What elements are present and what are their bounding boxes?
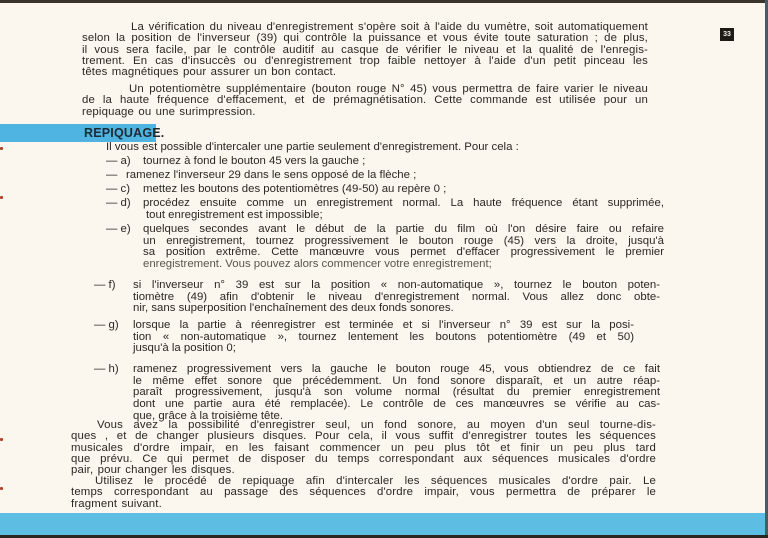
text-line: Il vous est possible d'intercaler une partie seulement d'enregistrement. Pour cela :: [106, 141, 519, 153]
section-lead: [106, 142, 606, 154]
text-line: musicales d'ordre impair, en les faisant commencer un peu plus tôt et finir un peu plus tard: [71, 441, 656, 454]
margin-mark: [0, 487, 3, 490]
intro-paragraph-2: [82, 84, 648, 118]
closing-paragraph-2: [71, 476, 656, 510]
text-line: Vous avez la possibilité d'enregistrer seul, un fond sonore, au moyen d'un seul tourne-dis-: [97, 419, 656, 431]
text-line: nir, sans superposition l'enchaînement des deux fonds sonores.: [133, 302, 454, 315]
text-line: repiquage ou une surimpression.: [82, 105, 256, 118]
text-line: mettez les boutons des potentiomètres (49-50) au repère 0 ;: [143, 183, 447, 195]
text-line: quelques secondes avant le début de la partie du film où l'on désire faire ou refaire: [143, 223, 664, 235]
text-line: ques , et de changer plusieurs disques. Pour cela, il vous suffit d'enregistrer toutes les séquences: [71, 430, 656, 443]
text-line: fragment suivant.: [71, 497, 162, 510]
text-line: têtes magnétiques pour assurer un bon contact.: [82, 66, 337, 79]
text-line: ramenez l'inverseur 29 dans le sens opposé de la flèche ;: [126, 169, 417, 181]
step-c: [106, 184, 666, 196]
step-marker: — e): [106, 223, 131, 235]
text-line: trement. En cas d'insuccès ou d'enregistrement trop faible nettoyer à l'aide d'un petit pinceau les: [82, 54, 648, 67]
step-marker: —: [106, 169, 118, 181]
text-line: un enregistrement, tournez progressivement le bouton rouge (45) vers la droite, jusqu'à: [143, 234, 664, 247]
margin-mark: [0, 147, 3, 150]
text-line: tout enregistrement est impossible;: [146, 208, 323, 221]
text-line: lorsque la partie à réenregistrer est terminée et si l'inverseur n° 39 est sur la posi-: [133, 319, 634, 331]
text-line: Un potentiomètre supplémentaire (bouton rouge N° 45) vous permettra de faire varier le niveau: [129, 83, 648, 95]
step-marker: — g): [94, 319, 119, 331]
text-line: pair, pour changer les disques.: [71, 464, 235, 477]
text-line: tion « non-automatique », tournez lentement les boutons potentiomètre (49 et 50): [133, 330, 634, 343]
text-line: de la haute fréquence d'effacement, et de prémagnétisation. Cette commande est utilisée pour un: [82, 94, 648, 107]
text-line: selon la position de l'inverseur (39) qui contrôle la puissance et vous évite toute saturation ; de plus,: [82, 32, 648, 45]
step-b: [106, 170, 666, 182]
text-line: le même effet sonore que précédemment. Un fond sonore disparaît, et un autre réap-: [133, 374, 660, 387]
step-f: [94, 280, 660, 315]
text-line: que prévu. Ce qui permet de disposer du temps correspondant aux séquences musicales d'ordre: [71, 452, 656, 465]
text-line: La vérification du niveau d'enregistrement s'opère soit à l'aide du vumètre, soit automatiquement: [131, 21, 648, 33]
text-line: enregistrement. Vous pouvez alors commencer votre enregistrement;: [143, 258, 492, 271]
margin-mark: [0, 196, 3, 199]
step-marker: — f): [94, 279, 116, 291]
step-d: [106, 198, 664, 221]
bottom-color-band: [0, 513, 765, 535]
step-marker: — c): [106, 183, 131, 195]
margin-mark: [0, 438, 3, 441]
intro-paragraph-1: [82, 22, 648, 78]
text-line: procédez ensuite comme un enregistrement normal. La haute fréquence étant supprimée,: [143, 197, 664, 209]
page-number: 33: [720, 28, 734, 41]
step-marker: — a): [106, 155, 131, 167]
text-line: Utilisez le procédé de repiquage afin d'intercaler les séquences musicales d'ordre pair. Le: [95, 475, 656, 487]
text-line: temps correspondant au passage des séquences d'ordre impair, vous permettra de préparer le: [71, 486, 656, 499]
closing-paragraph-1: [71, 420, 656, 476]
step-marker: — h): [94, 363, 119, 375]
text-line: si l'inverseur n° 39 est sur la position « non-automatique », tournez le bouton poten-: [133, 279, 660, 291]
step-g: [94, 320, 634, 355]
text-line: sa position extrême. Cette manœuvre vous permet d'effacer progressivement le premier: [143, 246, 664, 259]
text-line: tournez à fond le bouton 45 vers la gauche ;: [143, 155, 366, 167]
text-line: que, grâce à la troisième tête.: [133, 409, 284, 422]
section-heading: REPIQUAGE.: [84, 126, 165, 140]
step-marker: — d): [106, 197, 131, 209]
step-h: [94, 364, 660, 423]
text-line: ramenez progressivement vers la gauche le bouton rouge 45, vous obtiendrez de ce fait: [133, 363, 660, 375]
text-line: jusqu'à la position 0;: [133, 342, 236, 355]
text-line: paraît progressivement, jusqu'à son volume normal (résultat du premier enregistrement: [133, 386, 660, 399]
step-a: [106, 156, 666, 168]
step-e: [106, 224, 664, 271]
text-line: dont une partie aura été remplacée). Le contrôle de ces manœuvres se vérifie au cas-: [133, 398, 660, 411]
text-line: tiomètre (49) afin d'obtenir le niveau d'enregistrement normal. Vous allez donc obte-: [133, 290, 660, 303]
text-line: il vous sera facile, par le contrôle auditif au casque de vérifier le niveau et la qualité de l'enregis-: [82, 43, 648, 56]
